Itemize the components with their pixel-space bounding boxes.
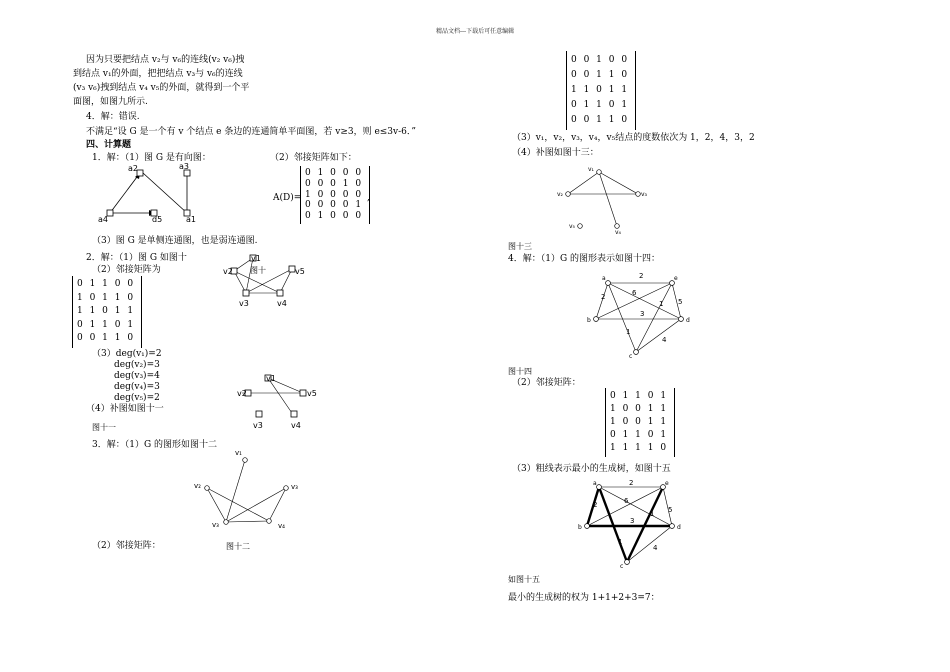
q4-answer: 4．解：错误. xyxy=(86,112,140,122)
node-label: c xyxy=(620,563,624,570)
matrix-row: 1 1 0 1 1 xyxy=(77,306,136,316)
node-label: e xyxy=(665,480,669,487)
matrix-row: 0 1 0 0 0 xyxy=(305,168,364,178)
node-label: d xyxy=(677,524,681,531)
adjacency-matrix-3 xyxy=(566,51,636,130)
node-label: d xyxy=(686,317,690,324)
edge-weight: 3 xyxy=(640,310,645,318)
directed-graph-g xyxy=(95,160,205,230)
matrix-row: 1 0 1 1 0 xyxy=(77,292,136,303)
edge-weight: 1 xyxy=(618,538,623,546)
matrix-row: 0 1 1 0 1 xyxy=(610,391,669,401)
node-label: a xyxy=(593,480,597,487)
figure-10-graph xyxy=(220,252,325,312)
edge-weight: 2 xyxy=(639,272,644,280)
calc1-part3: （3）图 G 是单侧连通图，也是弱连通图. xyxy=(92,236,258,246)
node-label: v₃ xyxy=(291,483,298,491)
edge-weight: 2 xyxy=(601,293,606,301)
edge-weight: 4 xyxy=(662,336,667,344)
matrix-row: 1 0 0 1 1 xyxy=(610,404,669,414)
edge-weight: 1 xyxy=(650,510,655,518)
figure-15-caption: 如图十五 xyxy=(508,575,540,584)
matrix-row: 1 0 0 1 1 xyxy=(610,417,669,427)
node-label: a3 xyxy=(179,162,189,171)
edge-weight: 3 xyxy=(630,517,635,525)
calc4-part1: 4．解：（1）G 的图形表示如图十四： xyxy=(508,254,661,264)
figure-11-caption: 图十一 xyxy=(92,423,116,432)
node-label: d5 xyxy=(152,215,163,224)
node-label: v₂ xyxy=(194,482,201,490)
para1-line3: (v₃ v₆)拽到结点 v₄ v₅的外面，就得到一个平 xyxy=(73,83,250,93)
calc3-part4: （4）补图如图十三： xyxy=(512,148,599,158)
calc3-part3: （3）v₁，v₂，v₃，v₄，v₅结点的度数依次为 1，2，4，3，2 xyxy=(512,133,755,143)
edge-weight: 2 xyxy=(629,479,634,487)
matrix-row: 0 0 1 1 0 xyxy=(77,333,136,343)
edge-weight: 1 xyxy=(626,328,631,336)
node-label: c xyxy=(629,353,633,360)
node-label: v1 xyxy=(266,374,276,383)
matrix-row: 0 1 1 0 0 xyxy=(77,279,136,289)
edge-weight: 2 xyxy=(593,501,598,509)
degree-v1: （3）deg(v₁)=2 xyxy=(92,349,162,359)
node-label: v5 xyxy=(295,267,305,276)
degree-v5: deg(v₅)=2 xyxy=(114,393,160,403)
calc4-part4: 最小的生成树的权为 1+1+2+3=7： xyxy=(508,593,660,603)
edge-weight: 4 xyxy=(653,544,658,552)
matrix-row: 0 0 1 1 0 xyxy=(571,70,630,80)
calc1-part2: （2）邻接矩阵如下： xyxy=(270,153,357,163)
node-label: v5 xyxy=(307,389,317,398)
para1-line4: 面图，如图九所示. xyxy=(73,97,148,107)
figure-14-graph xyxy=(585,268,695,363)
node-label: b xyxy=(578,524,582,531)
node-label: a1 xyxy=(186,215,196,224)
figure-13-graph xyxy=(555,162,655,237)
figure-13-caption: 图十三 xyxy=(508,242,532,251)
figure-11-graph xyxy=(232,370,327,432)
node-label: v₅ xyxy=(569,223,575,230)
matrix-comma: , xyxy=(367,193,370,203)
calc2-part1: 2．解：（1）图 G 如图十 xyxy=(86,253,187,263)
node-label: v2 xyxy=(223,267,233,276)
adjacency-matrix-4 xyxy=(605,388,675,457)
calc3-part2: （2）邻接矩阵： xyxy=(92,541,161,551)
calc1-part1: 1．解：（1）图 G 是有向图： xyxy=(92,153,211,163)
matrix-row: 1 1 0 1 1 xyxy=(571,85,630,95)
q4-detail: 不满足“设 G 是一个有 v 个结点 e 条边的连通简单平面图，若 v≥3，则 e≤3v-6．” xyxy=(86,127,416,137)
edge-weight: 5 xyxy=(678,298,683,306)
para1-line2: 到结点 v₁的外面，把把结点 v₃与 v₆的连线 xyxy=(73,69,243,79)
calc4-part3: （3）粗线表示最小的生成树，如图十五 xyxy=(512,464,671,474)
node-label: v₁ xyxy=(235,449,242,457)
matrix-row: 0 0 0 1 0 xyxy=(305,178,364,189)
adjacency-label: A(D)= xyxy=(273,193,302,203)
matrix-row: 0 1 1 0 1 xyxy=(77,319,136,330)
calc4-part2: （2）邻接矩阵： xyxy=(512,378,581,388)
figure-12-graph xyxy=(190,448,305,538)
node-label: v₄ xyxy=(278,522,285,530)
node-label: v₁ xyxy=(588,166,594,173)
node-label: a4 xyxy=(98,215,108,224)
adjacency-matrix-2 xyxy=(72,276,142,348)
matrix-row: 0 1 1 0 1 xyxy=(610,430,669,440)
figure-caption: 图十 xyxy=(250,266,266,275)
calc2-part4: （4）补图如图十一 xyxy=(86,404,164,414)
figure-15-graph xyxy=(576,478,696,573)
edge-weight: 6 xyxy=(632,289,637,297)
node-label: v4 xyxy=(291,421,301,430)
edge-weight: 1 xyxy=(659,300,664,308)
node-label: v₂ xyxy=(557,191,563,198)
node-label: v3 xyxy=(239,299,249,308)
matrix-row: 0 1 1 0 1 xyxy=(571,100,630,110)
figure-12-caption: 图十二 xyxy=(226,542,250,551)
matrix-row: 0 0 0 0 1 xyxy=(305,200,364,211)
degree-v3: deg(v₃)=4 xyxy=(114,371,160,381)
node-label: b xyxy=(587,317,591,324)
figure-14-caption: 图十四 xyxy=(508,367,532,376)
matrix-row: 0 0 1 1 0 xyxy=(571,115,630,125)
matrix-row: 0 1 0 0 0 xyxy=(305,211,364,222)
degree-v4: deg(v₄)=3 xyxy=(114,382,160,392)
matrix-row: 0 0 1 0 0 xyxy=(571,55,630,65)
calc3-part1: 3．解：（1）G 的图形如图十二 xyxy=(92,440,218,450)
node-label: v₄ xyxy=(615,229,621,236)
node-label: a2 xyxy=(128,164,138,173)
node-label: v₃ xyxy=(641,191,647,198)
node-label: v3 xyxy=(253,421,263,430)
node-label: v4 xyxy=(277,299,287,308)
matrix-row: 1 1 1 1 0 xyxy=(610,443,669,453)
node-label: v1 xyxy=(251,254,261,263)
edge-weight: 5 xyxy=(668,506,673,514)
degree-v2: deg(v₂)=3 xyxy=(114,360,160,370)
node-label: v₃ xyxy=(212,521,219,529)
adjacency-matrix-1 xyxy=(300,166,370,224)
node-label: a xyxy=(602,275,606,282)
node-label: e xyxy=(674,275,678,282)
edge-weight: 6 xyxy=(624,497,629,505)
para1-line1: 因为只要把结点 v₂与 v₆的连线(v₂ v₆)拽 xyxy=(86,55,245,65)
page-header: 精品文档---下载后可任意编辑 xyxy=(436,28,515,35)
calc2-part2: （2）邻接矩阵为 xyxy=(92,265,161,275)
matrix-row: 1 0 0 0 0 xyxy=(305,189,364,200)
node-label: v2 xyxy=(237,389,247,398)
section-heading-4: 四、计算题 xyxy=(86,140,132,150)
